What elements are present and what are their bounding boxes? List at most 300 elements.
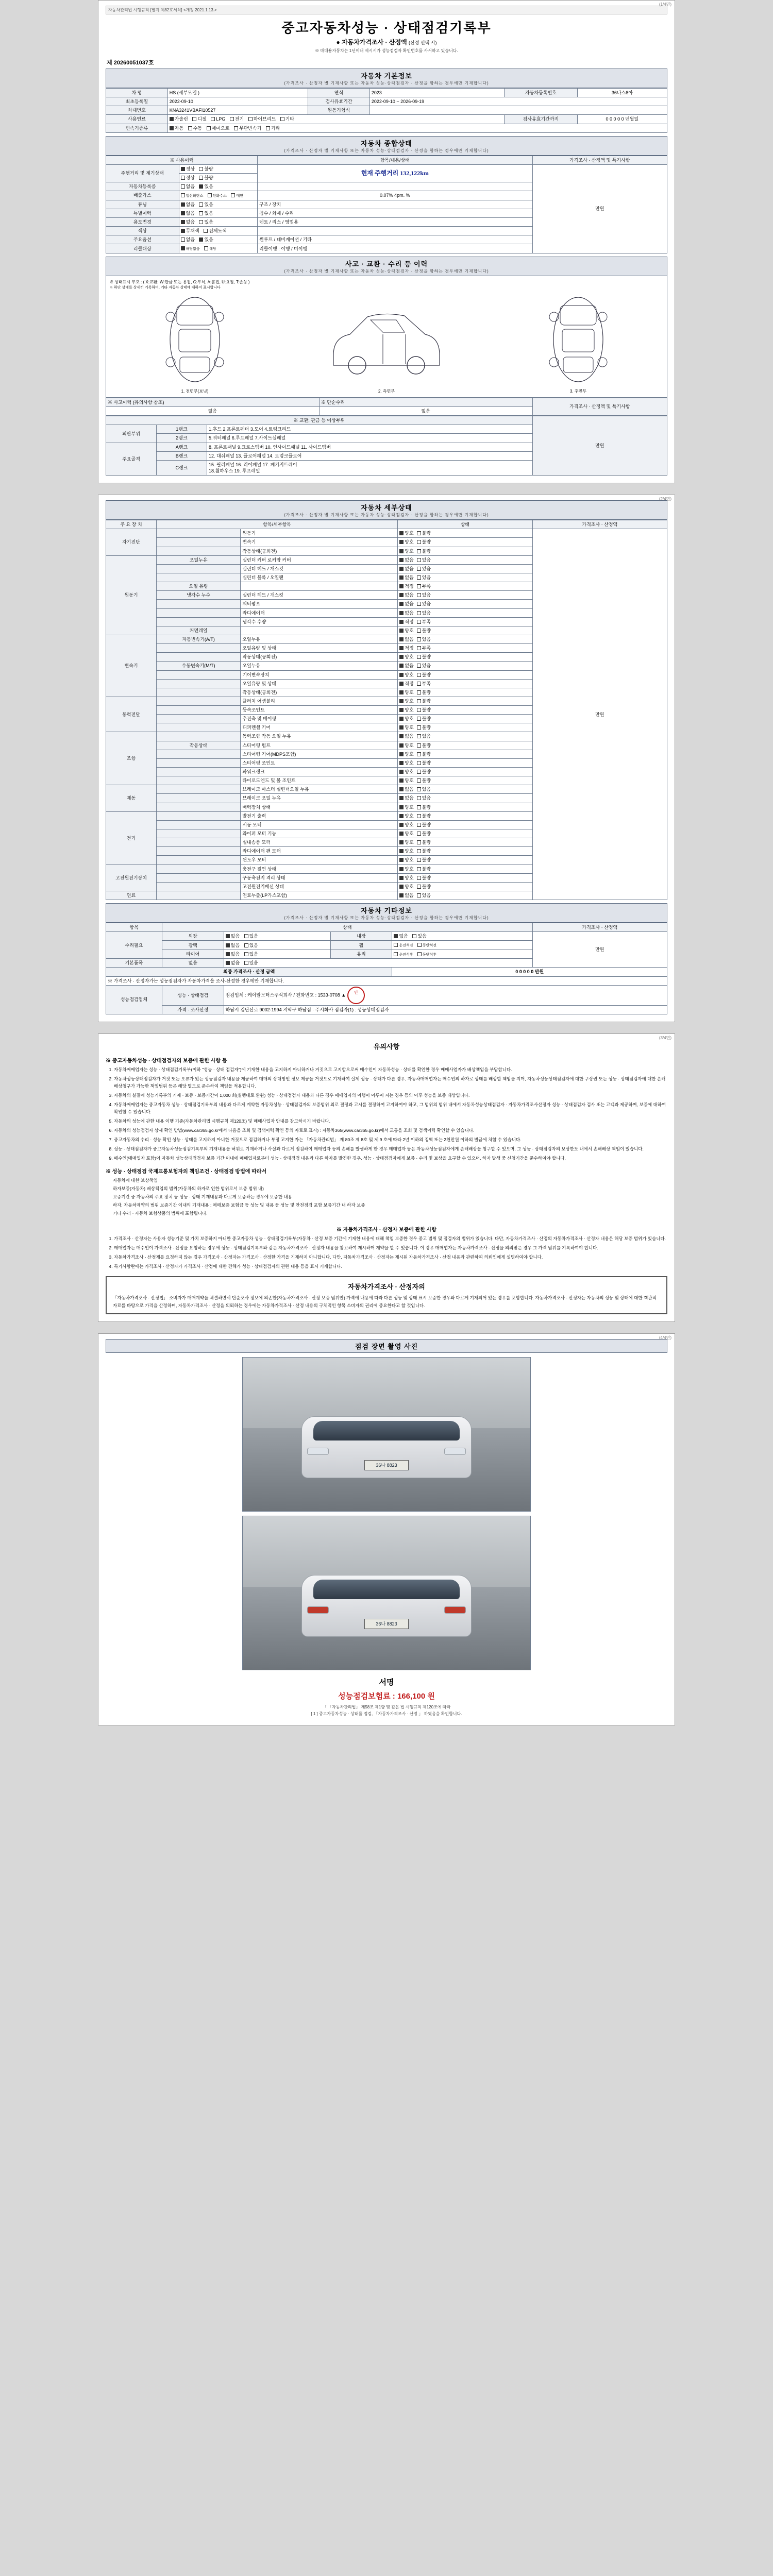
state-option-없음[interactable]: 없음 (399, 795, 413, 801)
state-option-양호[interactable]: 양호 (399, 857, 413, 863)
tire-option-none[interactable]: 없음 (226, 951, 240, 957)
checkbox-icon[interactable] (417, 655, 421, 659)
detail-item-state[interactable] (398, 573, 532, 582)
state-option-있음[interactable]: 있음 (417, 601, 431, 607)
state-option-양호[interactable]: 양호 (399, 716, 413, 722)
fuel-option-diesel[interactable]: 디젤 (192, 116, 206, 122)
checkbox-icon[interactable] (399, 849, 404, 853)
checkbox-icon[interactable] (417, 708, 421, 712)
checkbox-icon[interactable] (417, 805, 421, 809)
detail-item-state[interactable] (398, 653, 532, 662)
detail-item-state[interactable] (398, 608, 532, 617)
checkbox-icon[interactable] (399, 893, 404, 897)
checkbox-icon[interactable] (244, 943, 248, 947)
color-options[interactable] (179, 227, 257, 235)
state-option-없음[interactable]: 없음 (399, 601, 413, 607)
checkbox-icon[interactable] (417, 893, 421, 897)
state-option-있음[interactable]: 있음 (417, 663, 431, 669)
checkbox-icon[interactable] (170, 117, 174, 121)
detail-item-state[interactable] (398, 891, 532, 900)
detail-item-state[interactable] (398, 547, 532, 555)
detail-item-state[interactable] (398, 529, 532, 538)
checkbox-icon[interactable] (417, 952, 422, 956)
state-option-있음[interactable]: 있음 (417, 795, 431, 801)
checkbox-icon[interactable] (226, 934, 230, 938)
fuel-option-other[interactable]: 기타 (280, 116, 294, 122)
state-option-불량[interactable]: 불량 (417, 742, 431, 749)
etc-basic-options[interactable] (224, 959, 532, 968)
state-option-없음[interactable]: 없음 (399, 636, 413, 642)
state-option-양호[interactable]: 양호 (399, 672, 413, 678)
state-option-없음[interactable]: 없음 (399, 592, 413, 598)
checkbox-icon[interactable] (417, 690, 421, 694)
detail-item-state[interactable] (398, 794, 532, 803)
checkbox-icon[interactable] (417, 611, 421, 615)
checkbox-icon[interactable] (181, 211, 185, 215)
emission-option-co[interactable]: 일산화탄소 (181, 193, 204, 198)
checkbox-icon[interactable] (417, 540, 421, 544)
usage-change-options[interactable] (179, 217, 257, 226)
checkbox-icon[interactable] (248, 117, 253, 121)
checkbox-icon[interactable] (399, 858, 404, 862)
state-option-있음[interactable]: 있음 (417, 592, 431, 598)
state-option-불량[interactable]: 불량 (417, 822, 431, 828)
checkbox-icon[interactable] (207, 126, 211, 130)
state-option-불량[interactable]: 불량 (417, 689, 431, 696)
glass-position-rl[interactable]: 운전석후 (394, 952, 413, 957)
detail-item-state[interactable] (398, 564, 532, 573)
state-option-불량[interactable]: 불량 (417, 857, 431, 863)
checkbox-icon[interactable] (199, 220, 203, 224)
checkbox-icon[interactable] (226, 961, 230, 965)
state-option-불량[interactable]: 불량 (417, 875, 431, 881)
detail-item-state[interactable] (398, 758, 532, 767)
exterior-option-yes[interactable]: 있음 (244, 933, 258, 939)
regdoc-option-yes[interactable]: 있음 (199, 183, 213, 190)
checkbox-icon[interactable] (199, 167, 203, 171)
state-option-있음[interactable]: 있음 (417, 574, 431, 581)
checkbox-icon[interactable] (417, 673, 421, 677)
checkbox-icon[interactable] (399, 673, 404, 677)
checkbox-icon[interactable] (417, 761, 421, 765)
checkbox-icon[interactable] (417, 637, 421, 641)
checkbox-icon[interactable] (244, 952, 248, 956)
state-option-없음[interactable]: 없음 (399, 566, 413, 572)
checkbox-icon[interactable] (399, 584, 404, 588)
checkbox-icon[interactable] (399, 531, 404, 535)
state-option-있음[interactable]: 있음 (417, 610, 431, 616)
checkbox-icon[interactable] (417, 840, 421, 844)
state-option-있음[interactable]: 있음 (417, 733, 431, 739)
checkbox-icon[interactable] (204, 229, 208, 233)
checkbox-icon[interactable] (417, 629, 421, 633)
checkbox-icon[interactable] (417, 787, 421, 791)
regdoc-option-none[interactable]: 없음 (181, 183, 195, 190)
detail-item-state[interactable] (398, 582, 532, 591)
state-option-불량[interactable]: 불량 (417, 769, 431, 775)
state-option-불량[interactable]: 불량 (417, 831, 431, 837)
basic-option-none[interactable]: 없음 (226, 960, 240, 966)
state-option-양호[interactable]: 양호 (399, 628, 413, 634)
recall-option-na[interactable]: 해당없음 (181, 246, 200, 251)
tuning-options[interactable] (179, 200, 257, 209)
state-option-있음[interactable]: 있음 (417, 636, 431, 642)
checkbox-icon[interactable] (417, 575, 421, 580)
state-option-불량[interactable]: 불량 (417, 654, 431, 660)
checkbox-icon[interactable] (226, 952, 230, 956)
detail-item-state[interactable] (398, 882, 532, 891)
checkbox-icon[interactable] (208, 193, 212, 197)
checkbox-icon[interactable] (417, 699, 421, 703)
checkbox-icon[interactable] (417, 849, 421, 853)
detail-item-state[interactable] (398, 635, 532, 643)
state-option-양호[interactable]: 양호 (399, 875, 413, 881)
registration-doc-options[interactable] (179, 182, 257, 191)
etc-wheel-options[interactable] (392, 941, 532, 950)
basic-option-yes[interactable]: 있음 (244, 960, 258, 966)
etc-tire-options[interactable] (224, 950, 330, 958)
checkbox-icon[interactable] (417, 664, 421, 668)
checkbox-icon[interactable] (417, 584, 421, 588)
tuning-option-yes[interactable]: 있음 (199, 201, 213, 208)
detail-item-state[interactable] (398, 847, 532, 856)
state-option-불량[interactable]: 불량 (417, 866, 431, 872)
checkbox-icon[interactable] (394, 952, 398, 956)
state-option-불량[interactable]: 불량 (417, 760, 431, 766)
detail-item-state[interactable] (398, 679, 532, 688)
transmission-option-cvt[interactable]: 무단변속기 (234, 125, 261, 131)
checkbox-icon[interactable] (417, 646, 421, 650)
detail-item-state[interactable] (398, 644, 532, 653)
state-option-양호[interactable]: 양호 (399, 822, 413, 828)
state-option-불량[interactable]: 불량 (417, 724, 431, 731)
checkbox-icon[interactable] (399, 840, 404, 844)
state-option-양호[interactable]: 양호 (399, 884, 413, 890)
checkbox-icon[interactable] (417, 814, 421, 818)
checkbox-icon[interactable] (399, 752, 404, 756)
checkbox-icon[interactable] (199, 202, 203, 207)
checkbox-icon[interactable] (399, 708, 404, 712)
state-option-없음[interactable]: 없음 (399, 610, 413, 616)
checkbox-icon[interactable] (399, 823, 404, 827)
checkbox-icon[interactable] (399, 558, 404, 562)
mileage-option-group-2[interactable] (179, 173, 257, 182)
checkbox-icon[interactable] (181, 246, 185, 250)
state-option-없음[interactable]: 없음 (399, 733, 413, 739)
wheel-position-fl[interactable]: 운전석전 (394, 943, 413, 948)
checkbox-icon[interactable] (417, 943, 422, 947)
checkbox-icon[interactable] (399, 770, 404, 774)
detail-item-state[interactable] (398, 732, 532, 741)
checkbox-icon[interactable] (399, 761, 404, 765)
checkbox-icon[interactable] (399, 567, 404, 571)
state-option-불량[interactable]: 불량 (417, 698, 431, 704)
checkbox-icon[interactable] (399, 629, 404, 633)
mileage-option-bad-2[interactable]: 불량 (199, 175, 213, 181)
detail-item-state[interactable] (398, 856, 532, 865)
state-option-양호[interactable]: 양호 (399, 831, 413, 837)
checkbox-icon[interactable] (399, 655, 404, 659)
etc-glass-options[interactable] (392, 950, 532, 958)
state-option-양호[interactable]: 양호 (399, 760, 413, 766)
checkbox-icon[interactable] (399, 646, 404, 650)
state-option-양호[interactable]: 양호 (399, 548, 413, 554)
checkbox-icon[interactable] (399, 778, 404, 783)
state-option-양호[interactable]: 양호 (399, 813, 413, 819)
state-option-양호[interactable]: 양호 (399, 742, 413, 749)
state-option-불량[interactable]: 불량 (417, 751, 431, 757)
checkbox-icon[interactable] (417, 593, 421, 597)
state-option-없음[interactable]: 없음 (399, 892, 413, 899)
mileage-option-normal[interactable]: 정상 (181, 166, 195, 172)
tire-option-yes[interactable]: 있음 (244, 951, 258, 957)
detail-item-state[interactable] (398, 626, 532, 635)
detail-item-state[interactable] (398, 670, 532, 679)
checkbox-icon[interactable] (399, 743, 404, 748)
detail-item-state[interactable] (398, 617, 532, 626)
checkbox-icon[interactable] (417, 770, 421, 774)
checkbox-icon[interactable] (399, 814, 404, 818)
checkbox-icon[interactable] (399, 699, 404, 703)
checkbox-icon[interactable] (417, 717, 421, 721)
checkbox-icon[interactable] (417, 867, 421, 871)
detail-item-state[interactable] (398, 768, 532, 776)
checkbox-icon[interactable] (399, 682, 404, 686)
checkbox-icon[interactable] (181, 202, 185, 207)
detail-item-state[interactable] (398, 697, 532, 705)
fuel-option-lpg[interactable]: LPG (211, 116, 225, 122)
state-option-적정[interactable]: 적정 (399, 583, 413, 589)
detail-item-state[interactable] (398, 662, 532, 670)
detail-item-state[interactable] (398, 706, 532, 715)
detail-item-state[interactable] (398, 723, 532, 732)
checkbox-icon[interactable] (399, 832, 404, 836)
usage-option-yes[interactable]: 있음 (199, 219, 213, 225)
state-option-양호[interactable]: 양호 (399, 689, 413, 696)
checkbox-icon[interactable] (417, 743, 421, 748)
state-option-불량[interactable]: 불량 (417, 777, 431, 784)
color-option-full-paint[interactable]: 전체도색 (204, 228, 227, 234)
checkbox-icon[interactable] (199, 211, 203, 215)
state-option-양호[interactable]: 양호 (399, 777, 413, 784)
glass-position-rr[interactable]: 동반석후 (417, 952, 436, 957)
checkbox-icon[interactable] (412, 934, 416, 938)
checkbox-icon[interactable] (266, 126, 270, 130)
mainopt-option-yes[interactable]: 있음 (199, 236, 213, 243)
state-option-있음[interactable]: 있음 (417, 892, 431, 899)
state-option-없음[interactable]: 없음 (399, 557, 413, 563)
checkbox-icon[interactable] (399, 867, 404, 871)
checkbox-icon[interactable] (170, 126, 174, 130)
checkbox-icon[interactable] (199, 184, 203, 189)
recall-option-yes[interactable]: 해당 (204, 246, 216, 251)
recall-options[interactable] (179, 244, 257, 253)
checkbox-icon[interactable] (211, 117, 215, 121)
checkbox-icon[interactable] (204, 246, 208, 250)
checkbox-icon[interactable] (399, 796, 404, 800)
detail-item-state[interactable] (398, 741, 532, 750)
state-option-양호[interactable]: 양호 (399, 866, 413, 872)
state-option-불량[interactable]: 불량 (417, 628, 431, 634)
checkbox-icon[interactable] (192, 117, 196, 121)
state-option-있음[interactable]: 있음 (417, 786, 431, 792)
state-option-불량[interactable]: 불량 (417, 804, 431, 810)
detail-item-state[interactable] (398, 865, 532, 873)
checkbox-icon[interactable] (417, 778, 421, 783)
checkbox-icon[interactable] (181, 220, 185, 224)
detail-item-state[interactable] (398, 785, 532, 794)
checkbox-icon[interactable] (399, 549, 404, 553)
checkbox-icon[interactable] (199, 176, 203, 180)
checkbox-icon[interactable] (181, 229, 185, 233)
checkbox-icon[interactable] (417, 823, 421, 827)
state-option-불량[interactable]: 불량 (417, 848, 431, 854)
emission-option-smoke[interactable]: 매연 (231, 193, 243, 198)
checkbox-icon[interactable] (399, 637, 404, 641)
special-option-none[interactable]: 없음 (181, 210, 195, 216)
checkbox-icon[interactable] (417, 832, 421, 836)
checkbox-icon[interactable] (417, 885, 421, 889)
checkbox-icon[interactable] (399, 734, 404, 738)
detail-item-state[interactable] (398, 873, 532, 882)
tuning-option-none[interactable]: 없음 (181, 201, 195, 208)
state-option-부족[interactable]: 부족 (417, 645, 431, 651)
checkbox-icon[interactable] (199, 238, 203, 242)
fuel-option-hybrid[interactable]: 하이브리드 (248, 116, 276, 122)
detail-item-state[interactable] (398, 803, 532, 811)
detail-item-state[interactable] (398, 838, 532, 847)
exterior-option-none[interactable]: 없음 (226, 933, 240, 939)
fuel-option-electric[interactable]: 전기 (230, 116, 244, 122)
mileage-option-normal-2[interactable]: 정상 (181, 175, 195, 181)
checkbox-icon[interactable] (188, 126, 192, 130)
mileage-option-group[interactable] (179, 164, 257, 173)
checkbox-icon[interactable] (230, 117, 234, 121)
state-option-적정[interactable]: 적정 (399, 619, 413, 625)
checkbox-icon[interactable] (399, 540, 404, 544)
state-option-불량[interactable]: 불량 (417, 884, 431, 890)
etc-interior-options[interactable] (392, 932, 532, 941)
mileage-option-bad[interactable]: 불량 (199, 166, 213, 172)
usage-option-none[interactable]: 없음 (181, 219, 195, 225)
detail-item-state[interactable] (398, 715, 532, 723)
state-option-양호[interactable]: 양호 (399, 698, 413, 704)
state-option-부족[interactable]: 부족 (417, 681, 431, 687)
detail-item-state[interactable] (398, 538, 532, 547)
checkbox-icon[interactable] (399, 620, 404, 624)
checkbox-icon[interactable] (399, 725, 404, 730)
checkbox-icon[interactable] (417, 858, 421, 862)
wheel-position-fr[interactable]: 동반석전 (417, 943, 436, 948)
checkbox-icon[interactable] (417, 602, 421, 606)
polish-option-none[interactable]: 없음 (226, 942, 240, 948)
special-history-options[interactable] (179, 209, 257, 217)
polish-option-yes[interactable]: 있음 (244, 942, 258, 948)
transmission-option-manual[interactable]: 수동 (188, 125, 202, 131)
main-options-group[interactable] (179, 235, 257, 244)
state-option-양호[interactable]: 양호 (399, 530, 413, 536)
checkbox-icon[interactable] (244, 961, 248, 965)
checkbox-icon[interactable] (417, 876, 421, 880)
fuel-option-group[interactable] (167, 115, 504, 124)
detail-item-state[interactable] (398, 750, 532, 758)
detail-item-state[interactable] (398, 591, 532, 600)
state-option-불량[interactable]: 불량 (417, 672, 431, 678)
state-option-양호[interactable]: 양호 (399, 804, 413, 810)
detail-item-state[interactable] (398, 600, 532, 608)
state-option-양호[interactable]: 양호 (399, 839, 413, 845)
checkbox-icon[interactable] (399, 876, 404, 880)
checkbox-icon[interactable] (234, 126, 238, 130)
state-option-불량[interactable]: 불량 (417, 813, 431, 819)
state-option-양호[interactable]: 양호 (399, 848, 413, 854)
state-option-불량[interactable]: 불량 (417, 839, 431, 845)
detail-item-state[interactable] (398, 555, 532, 564)
checkbox-icon[interactable] (399, 717, 404, 721)
state-option-불량[interactable]: 불량 (417, 530, 431, 536)
checkbox-icon[interactable] (417, 567, 421, 571)
color-option-original[interactable]: 무채색 (181, 228, 199, 234)
special-option-yes[interactable]: 있음 (199, 210, 213, 216)
checkbox-icon[interactable] (399, 611, 404, 615)
checkbox-icon[interactable] (244, 934, 248, 938)
checkbox-icon[interactable] (231, 193, 235, 197)
state-option-양호[interactable]: 양호 (399, 769, 413, 775)
checkbox-icon[interactable] (417, 558, 421, 562)
state-option-있음[interactable]: 있음 (417, 557, 431, 563)
checkbox-icon[interactable] (417, 796, 421, 800)
state-option-없음[interactable]: 없음 (399, 574, 413, 581)
detail-item-state[interactable] (398, 811, 532, 820)
checkbox-icon[interactable] (399, 690, 404, 694)
interior-option-none[interactable]: 없음 (394, 933, 408, 939)
detail-item-state[interactable] (398, 688, 532, 697)
detail-item-state[interactable] (398, 820, 532, 829)
checkbox-icon[interactable] (181, 167, 185, 171)
checkbox-icon[interactable] (399, 602, 404, 606)
etc-polish-options[interactable] (224, 941, 330, 950)
checkbox-icon[interactable] (394, 943, 398, 947)
checkbox-icon[interactable] (226, 943, 230, 947)
checkbox-icon[interactable] (417, 725, 421, 730)
state-option-적정[interactable]: 적정 (399, 645, 413, 651)
checkbox-icon[interactable] (417, 620, 421, 624)
state-option-적정[interactable]: 적정 (399, 681, 413, 687)
state-option-있음[interactable]: 있음 (417, 566, 431, 572)
interior-option-yes[interactable]: 있음 (412, 933, 426, 939)
state-option-양호[interactable]: 양호 (399, 707, 413, 713)
detail-item-state[interactable] (398, 829, 532, 838)
checkbox-icon[interactable] (417, 682, 421, 686)
state-option-부족[interactable]: 부족 (417, 583, 431, 589)
checkbox-icon[interactable] (181, 176, 185, 180)
state-option-양호[interactable]: 양호 (399, 539, 413, 545)
transmission-option-semiauto[interactable]: 세미오토 (207, 125, 230, 131)
emission-option-hc[interactable]: 탄화수소 (208, 193, 227, 198)
fuel-option-gasoline[interactable]: 가솔린 (170, 116, 188, 122)
state-option-없음[interactable]: 없음 (399, 663, 413, 669)
checkbox-icon[interactable] (181, 238, 185, 242)
state-option-양호[interactable]: 양호 (399, 724, 413, 731)
checkbox-icon[interactable] (181, 193, 185, 197)
checkbox-icon[interactable] (417, 752, 421, 756)
checkbox-icon[interactable] (417, 734, 421, 738)
transmission-option-auto[interactable]: 자동 (170, 125, 183, 131)
state-option-불량[interactable]: 불량 (417, 707, 431, 713)
mainopt-option-none[interactable]: 없음 (181, 236, 195, 243)
state-option-양호[interactable]: 양호 (399, 654, 413, 660)
state-option-부족[interactable]: 부족 (417, 619, 431, 625)
